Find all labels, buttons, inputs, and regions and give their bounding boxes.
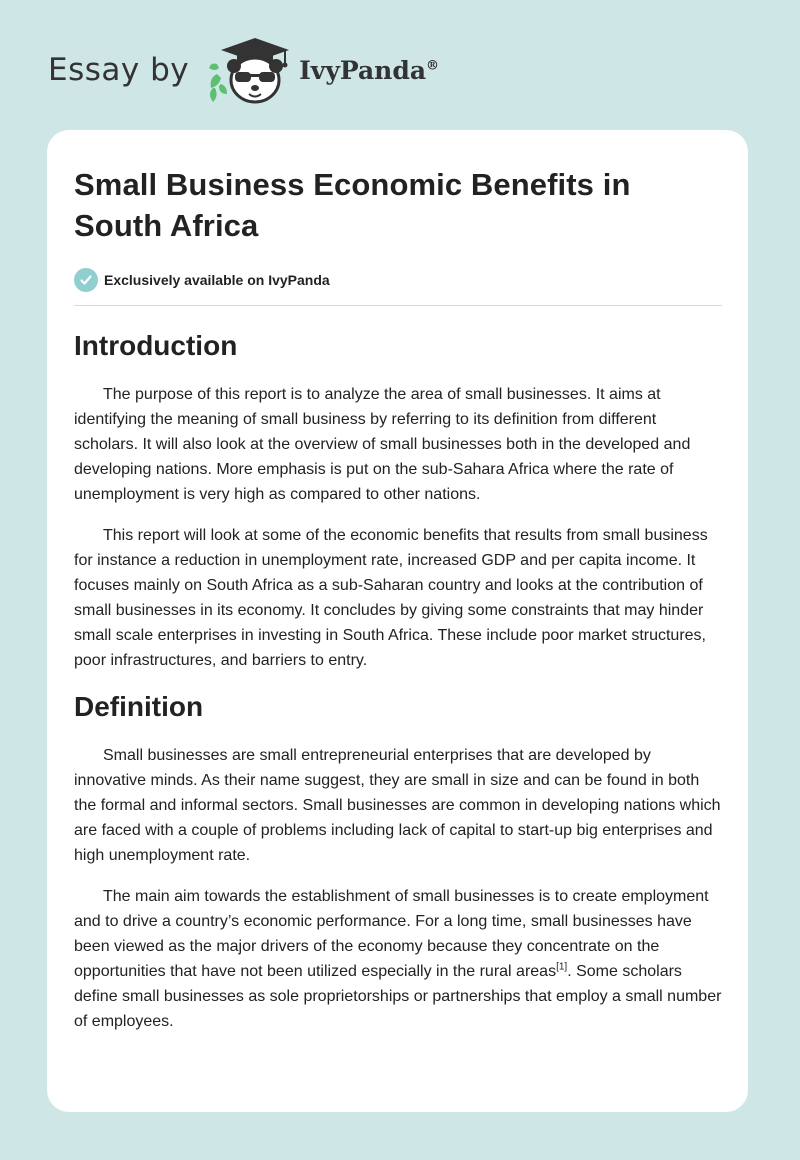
paragraph [74, 884, 722, 1034]
ivypanda-name: IvyPanda [299, 55, 427, 85]
site-header [0, 0, 800, 130]
exclusive-badge [74, 268, 722, 292]
article-content [74, 164, 722, 1034]
section-heading: Introduction [74, 330, 238, 361]
paragraph: This report will look at some of the economic benefits that results from small business for instance a reduction in unemployment rate, increased GDP and per capita income. It focuses mainly on South Africa as a sub-Saharan country and looks at the contribution of small businesses in its economy. It concludes by giving some constraints that may hinder small scale enterprises in investing in South Africa. These include poor market structures, poor infrastructures, and barriers to entry. [74, 527, 708, 669]
paragraph: The purpose of this report is to analyze the area of small businesses. It aims at identifying the meaning of small business by referring to its definition from different scholars. It will also look at the overview of small businesses both in the developed and developing nations. More emphasis is put on the sub-Sahara Africa where the rate of unemployment is very high as compared to other nations. [74, 386, 691, 503]
article-title: Small Business Economic Benefits in South Africa [74, 167, 631, 243]
paragraph-text: . Some scholars define small businesses as sole proprietorships or partnerships that employ a small number of employees. [74, 963, 722, 1030]
ivypanda-wordmark [299, 56, 439, 85]
title-divider [74, 305, 722, 306]
panda-mascot-icon [203, 34, 295, 106]
footnote-reference-link[interactable]: [1] [556, 961, 568, 973]
brand-logo-link[interactable] [48, 34, 439, 106]
registered-mark: ® [426, 58, 440, 74]
check-circle-icon [74, 268, 98, 292]
section-introduction [74, 330, 722, 673]
essay-by-label: Essay by [48, 52, 190, 88]
article-card [47, 130, 748, 1112]
exclusive-label: Exclusively available on IvyPanda [104, 272, 330, 288]
section-definition [74, 691, 722, 1034]
paragraph: Small businesses are small entrepreneurial enterprises that are developed by innovative minds. As their name suggest, they are small in size and can be found in both the formal and informal sectors. Small businesses are common in developing nations which are faced with a couple of problems including lack of capital to start-up big enterprises and high unemployment rate. [74, 747, 721, 864]
paragraph-text: The main aim towards the establishment of small businesses is to create employment and to drive a country’s economic performance. For a long time, small businesses have been viewed as the major drivers of the economy because they concentrate on the opportunities that have not been utilized especially in the rural areas [74, 888, 709, 980]
section-heading: Definition [74, 691, 204, 722]
